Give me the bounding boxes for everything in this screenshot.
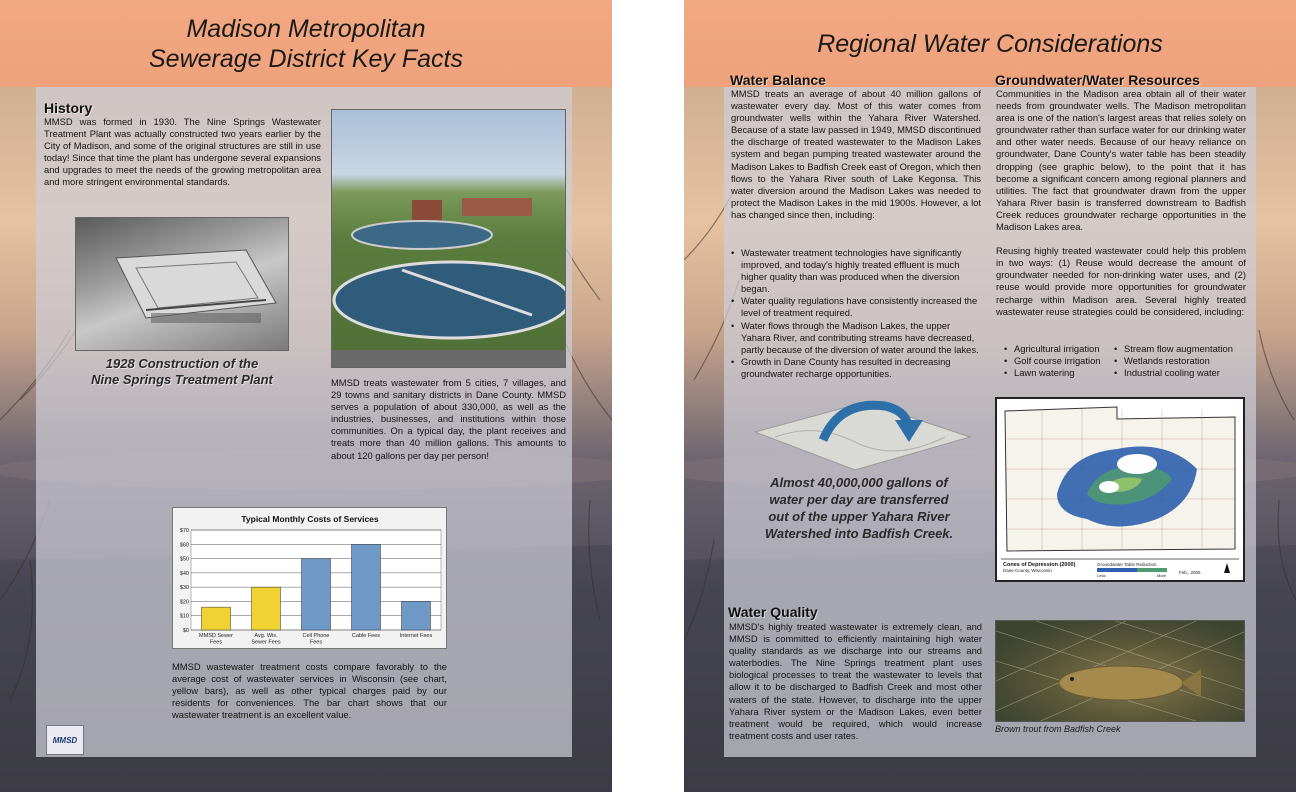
map-date: Feb., 2005: [1179, 570, 1201, 575]
water-balance-text: MMSD treats an average of about 40 million gallons of wastewater every day. Most of this water comes from groundwater wells within the Yahara River Watershed. Because of a state law passed in 1949, MMSD discontinued the discharge of treated wastewater to the Madison Lakes system and began pumping treated wastewater around the Madison Lakes to Badfish Creek east of Oregon, which then flows to the Yahara River south of Lake Kegonsa. This water diversion around the Madison Lakes was needed to protect the Madison Lakes in the mid 1900s. However, a lot has changed since then, including:: [731, 88, 981, 220]
water-quality-text: MMSD's highly treated wastewater is extremely clean, and MMSD is committed to efficiently maintaining high water quality standards as we discharge into our streams and waterbodies. The Nine Springs treatment plant uses biological processes to treat the wastewater to levels that allow it to be discharged to Badfish Creek and most other waters of the state. However, to discharge into the upper Yahara River system or the Madison Lakes, even better treatment would be required, which would increase treatment costs and user rates.: [729, 621, 982, 741]
treatment-plant-photo: [331, 109, 566, 368]
chart-category-label: Fees: [209, 639, 223, 646]
construction-caption-line-2: Nine Springs Treatment Plant: [91, 372, 273, 387]
list-item: • Lawn watering: [1004, 367, 1114, 379]
reuse-list-col-1: [1004, 343, 1114, 379]
construction-photo-art: [76, 218, 289, 351]
chart-ytick-label: $20: [179, 599, 189, 606]
watershed-transfer-graphic: [745, 392, 975, 474]
list-item: • Water flows through the Madison Lakes, the upper Yahara River, and contributing streams have decreased, partly because of the diversion of water around the lakes.: [731, 320, 981, 356]
list-item: • Wetlands restoration: [1114, 355, 1244, 367]
left-page-title: [149, 14, 463, 74]
list-item: • Growth in Dane County has resulted in decreasing groundwater recharge opportunities.: [731, 356, 981, 380]
groundwater-paragraph-1: Communities in the Madison area obtain all of their water needs from groundwater wells. The Madison metropolitan area is one of the nation's largest areas that relies solely on groundwater rather than surface water for our drinking water and other water needs. Because of our heavy reliance on groundwater, Dane County's water table has been steadily dropping (see graphic below), to the point that it has become a significant concern among regional planners and utilities. The fact that groundwater drawn from the upper Yahara River basin is transferred downstream to Badfish Creek reduces groundwater recharge opportunities in the Madison Lakes area.: [996, 88, 1246, 233]
legend-less: Less: [1097, 573, 1106, 578]
chart-category-label: Fees: [309, 639, 323, 646]
north-arrow-icon: [1224, 563, 1230, 573]
left-header: [0, 0, 612, 87]
legend-swatch-less: [1097, 568, 1137, 572]
costs-chart-svg: [173, 508, 446, 648]
costs-chart: [172, 507, 447, 649]
map-svg: [997, 399, 1243, 580]
map-title: Cones of Depression (2000): [1003, 562, 1076, 568]
chart-bar: [402, 601, 431, 630]
chart-ytick-label: $30: [179, 585, 189, 592]
reuse-list-col-2: [1114, 343, 1244, 379]
history-heading: History: [44, 100, 93, 116]
chart-category-label: Avg. Wis.: [254, 633, 278, 639]
transfer-callout: [742, 474, 976, 542]
map-legend-title: Groundwater Table Reduction: [1097, 562, 1157, 567]
title-line-1: Madison Metropolitan: [186, 14, 426, 43]
transfer-callout-line: out of the upper Yahara River: [768, 509, 950, 524]
groundwater-heading: Groundwater/Water Resources: [995, 72, 1200, 88]
chart-category-label: Cell Phone: [302, 633, 330, 639]
chart-bar: [252, 587, 281, 630]
legend-more: More: [1157, 573, 1167, 578]
right-page-title: Regional Water Considerations: [817, 29, 1163, 58]
chart-bar: [352, 544, 381, 630]
title-line-2: Sewerage District Key Facts: [149, 44, 463, 73]
chart-category-label: Sewer Fees: [251, 639, 281, 646]
construction-photo: [75, 217, 289, 351]
transfer-callout-line: water per day are transferred: [769, 492, 949, 507]
changes-list: [731, 247, 981, 380]
chart-category-label: Cable Fees: [351, 633, 381, 639]
chart-ytick-label: $0: [182, 628, 189, 634]
construction-caption-line-1: 1928 Construction of the: [105, 356, 259, 371]
construction-caption: [75, 356, 289, 388]
lake-icon: [1099, 481, 1119, 493]
water-balance-heading: Water Balance: [730, 72, 826, 88]
trout-photo: [995, 620, 1245, 722]
chart-bar: [202, 607, 231, 630]
cones-of-depression-map: [995, 397, 1245, 582]
trout-icon: [1059, 666, 1183, 700]
chart-ytick-label: $50: [179, 556, 189, 563]
water-quality-heading: Water Quality: [728, 604, 818, 620]
chart-bar: [302, 559, 331, 630]
transfer-callout-line: Watershed into Badfish Creek.: [764, 526, 954, 541]
list-item: • Agricultural irrigation: [1004, 343, 1114, 355]
groundwater-text: [996, 88, 1246, 318]
serves-text: MMSD treats wastewater from 5 cities, 7 villages, and 29 towns and sanitary districts in Dane County. MMSD serves a population of about 330,000, as well as the industries, businesses, and institutions within those communities. On a typical day, the plant receives and treats more than 40 million gallons. This amounts to about 120 gallons per day per person!: [331, 377, 566, 461]
list-item: • Water quality regulations have consistently increased the level of treatment required.: [731, 295, 981, 319]
chart-title: Typical Monthly Costs of Services: [241, 514, 379, 524]
chart-ytick-label: $10: [179, 613, 189, 620]
list-item: • Golf course irrigation: [1004, 355, 1114, 367]
chart-ytick-label: $70: [179, 528, 189, 534]
terrain-relief: [755, 402, 970, 470]
legend-swatch-more: [1137, 568, 1167, 572]
chart-category-label: MMSD Sewer: [199, 633, 233, 639]
chart-ytick-label: $60: [179, 542, 189, 549]
trout-photo-art: [996, 621, 1245, 722]
lake-icon: [1117, 454, 1157, 474]
costs-text: MMSD wastewater treatment costs compare favorably to the average cost of wastewater services in Wisconsin (see chart, yellow bars), as well as other typical charges paid by our residents for conveniences. The bar chart shows that our wastewater treatment is an excellent value.: [172, 661, 447, 721]
chart-ytick-label: $40: [179, 570, 189, 577]
list-item: • Industrial cooling water: [1114, 367, 1244, 379]
history-text: MMSD was formed in 1930. The Nine Springs Wastewater Treatment Plant was actually constructed two years earlier by the City of Madison, and some of the original structures are still in use today! Since that time the plant has undergone several expansions and upgrades to meet the needs of the growing metropolitan area and more stringent environmental standards.: [44, 116, 321, 188]
groundwater-paragraph-2: Reusing highly treated wastewater could help this problem in two ways: (1) Reuse would decrease the amount of groundwater needed for non-drinking water uses, and (2) reuse would provide more opportunities for groundwater recharge within Madison area. Several highly treated wastewater reuse strategies could be considered, including:: [996, 245, 1246, 317]
trout-caption: Brown trout from Badfish Creek: [995, 724, 1121, 734]
list-item: • Stream flow augmentation: [1114, 343, 1244, 355]
chart-category-label: Internet Fees: [399, 633, 433, 639]
list-item: • Wastewater treatment technologies have significantly improved, and today's highly treated effluent is much higher quality than was produced when the diversion began.: [731, 247, 981, 295]
transfer-callout-line: Almost 40,000,000 gallons of: [770, 475, 948, 490]
treatment-plant-photo-art: [332, 110, 566, 368]
logo-text: MMSD: [52, 735, 78, 745]
mmsd-logo: [46, 725, 84, 755]
map-subtitle: Dane County, Wisconsin: [1003, 568, 1052, 573]
